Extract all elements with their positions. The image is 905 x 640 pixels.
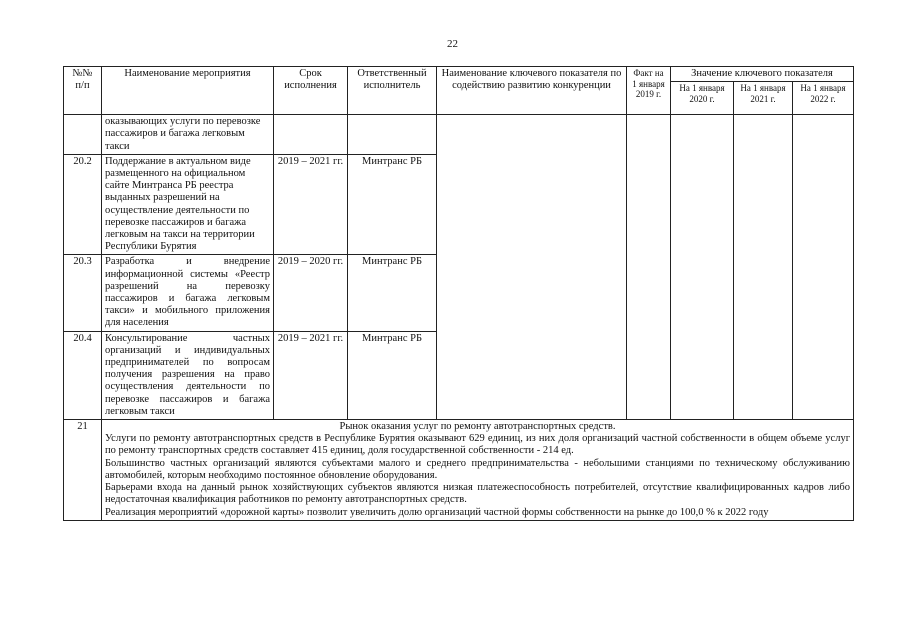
table-row-continuation <box>64 115 854 155</box>
cell-2021-merged <box>734 115 793 420</box>
cell-num: 20.3 <box>64 255 102 331</box>
cell-2022-merged <box>793 115 854 420</box>
header-term: Срок исполнения <box>274 67 348 115</box>
cell-fact-merged <box>627 115 671 420</box>
cell-term <box>274 115 348 155</box>
cell-name: Разработка и внедрение информационной системы «Реестр разрешений на перевозку пассажиров и багажа легковым такси» и мобильного приложения для населения <box>102 255 274 331</box>
header-2021: На 1 января 2021 г. <box>734 82 793 115</box>
header-indicator: Наименование ключевого показателя по содействию развитию конкуренции <box>437 67 627 115</box>
header-responsible: Ответственный исполнитель <box>348 67 437 115</box>
header-row <box>64 67 854 82</box>
cell-responsible <box>348 115 437 155</box>
section-paragraph: Большинство частных организаций являются субъектами малого и среднего предпринимательства - небольшими станциями по техническому обслуживанию автомобилей, которым необходимо постоянное обновление оборудования. <box>105 457 851 481</box>
roadmap-table <box>63 66 854 521</box>
cell-responsible: Минтранс РБ <box>348 154 437 255</box>
header-2022: На 1 января 2022 г. <box>793 82 854 115</box>
section-num: 21 <box>64 420 102 521</box>
section-content <box>102 420 854 521</box>
cell-term: 2019 – 2021 гг. <box>274 331 348 419</box>
cell-2020-merged <box>671 115 734 420</box>
cell-name-continuation: оказывающих услуги по перевозке пассажиров и багажа легковым такси <box>102 115 274 155</box>
page-number: 22 <box>447 38 458 50</box>
cell-responsible: Минтранс РБ <box>348 255 437 331</box>
cell-num: 20.4 <box>64 331 102 419</box>
header-num: №№ п/п <box>64 67 102 115</box>
cell-num: 20.2 <box>64 154 102 255</box>
cell-num <box>64 115 102 155</box>
cell-indicator-merged <box>437 115 627 420</box>
cell-responsible: Минтранс РБ <box>348 331 437 419</box>
section-paragraph: Барьерами входа на данный рынок хозяйствующих субъектов являются низкая платежеспособность потребителей, отсутствие квалифицированных кадров либо недостаточная квалификация работников по ремонту автотранспортных средств. <box>105 482 851 506</box>
cell-term: 2019 – 2020 гг. <box>274 255 348 331</box>
cell-name: Поддержание в актуальном виде размещенного на официальном сайте Минтранса РБ реестра выданных разрешений на осуществление деятельности по перевозке пассажиров и багажа легковым на такси на территории Республики Бурятия <box>102 154 274 255</box>
section-paragraph: Реализация мероприятий «дорожной карты» позволит увеличить долю организаций частной формы собственности на рынке до 100,0 % к 2022 году <box>105 506 769 518</box>
section-row <box>64 420 854 521</box>
cell-name: Консультирование частных организаций и индивидуальных предпринимателей по вопросам получения разрешения на право осуществления деятельности по перевозке пассажиров и багажа легковым такси <box>102 331 274 419</box>
section-paragraph: Услуги по ремонту автотранспортных средств в Республике Бурятия оказывают 629 единиц, из них доля организаций частной собственности в общем объеме услуг по ремонту транспортных средств составляет 415 единиц, доля государственной собственности - 214 ед. <box>105 433 851 457</box>
header-name: Наименование мероприятия <box>102 67 274 115</box>
header-value-group: Значение ключевого показателя <box>671 67 854 82</box>
section-title: Рынок оказания услуг по ремонту автотранспортных средств. <box>339 421 616 433</box>
header-2020: На 1 января 2020 г. <box>671 82 734 115</box>
cell-term: 2019 – 2021 гг. <box>274 154 348 255</box>
header-fact: Факт на 1 января 2019 г. <box>627 67 671 115</box>
